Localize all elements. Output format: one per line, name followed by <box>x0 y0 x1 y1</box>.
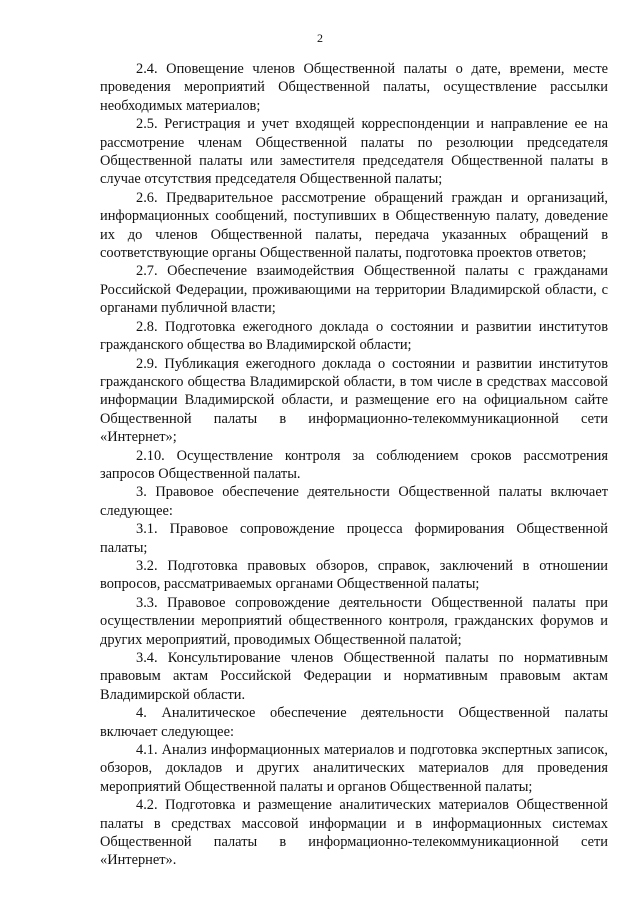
paragraph-4-1: 4.1. Анализ информационных материалов и подготовка экспертных записок, обзоров, докладов и других аналитических материалов для проведения мероприятий Общественной палаты и органов Общественной палаты; <box>100 742 608 795</box>
paragraph-3-1: 3.1. Правовое сопровождение процесса формирования Общественной палаты; <box>100 521 608 556</box>
paragraph-2-5: 2.5. Регистрация и учет входящей корреспонденции и направление ее на рассмотрение членам Общественной палаты по резолюции председателя Общественной палаты или заместителя председателя Общественной палаты в случае отсутствия председателя Общественной палаты; <box>100 116 608 188</box>
paragraph-3-2: 3.2. Подготовка правовых обзоров, справок, заключений в отношении вопросов, рассматриваемых органами Общественной палаты; <box>100 557 608 593</box>
paragraph-2-10: 2.10. Осуществление контроля за соблюдением сроков рассмотрения запросов Общественной палаты. <box>100 447 608 482</box>
paragraph-2-9: 2.9. Публикация ежегодного доклада о состоянии и развитии институтов гражданского общества Владимирской области, в том числе в средствах массовой информации Владимирской области, и размещение его на официальном сайте Общественной палаты в информационно-телекоммуникационной сети «Интернет»; <box>100 355 608 446</box>
paragraph-4-2: 4.2. Подготовка и размещение аналитических материалов Общественной палаты в средствах массовой информации и в информационных системах Общественной палаты в информационно-телекоммуникационной сети «Интернет». <box>100 797 608 869</box>
paragraph-2-6: 2.6. Предварительное рассмотрение обращений граждан и организаций, информационных сообщений, поступивших в Общественную палату, доведение их до членов Общественной палаты, передача указанных обращений в соответствующие органы Общественной палаты, подготовка проектов ответов; <box>100 189 608 262</box>
paragraph-3-3: 3.3. Правовое сопровождение деятельности Общественной палаты при осуществлении мероприятий общественного контроля, гражданских форумов и других мероприятий, проводимых Общественной палатой; <box>100 594 608 648</box>
page-number: 2 <box>317 31 323 45</box>
paragraph-2-7: 2.7. Обеспечение взаимодействия Общественной палаты с гражданами Российской Федерации, проживающими на территории Владимирской области, с органами публичной власти; <box>100 263 608 317</box>
document-body <box>100 60 608 870</box>
paragraph-2-8: 2.8. Подготовка ежегодного доклада о состоянии и развитии институтов гражданского общества во Владимирской области; <box>100 318 608 354</box>
paragraph-3-4: 3.4. Консультирование членов Общественной палаты по нормативным правовым актам Российской Федерации и нормативным правовым актам Владимирской области. <box>100 650 608 703</box>
paragraph-3: 3. Правовое обеспечение деятельности Общественной палаты включает следующее: <box>100 484 608 519</box>
paragraph-4: 4. Аналитическое обеспечение деятельности Общественной палаты включает следующее: <box>100 705 608 740</box>
paragraph-2-4: 2.4. Оповещение членов Общественной палаты о дате, времени, месте проведения мероприятий Общественной палаты, осуществление рассылки необходимых материалов; <box>100 61 608 114</box>
